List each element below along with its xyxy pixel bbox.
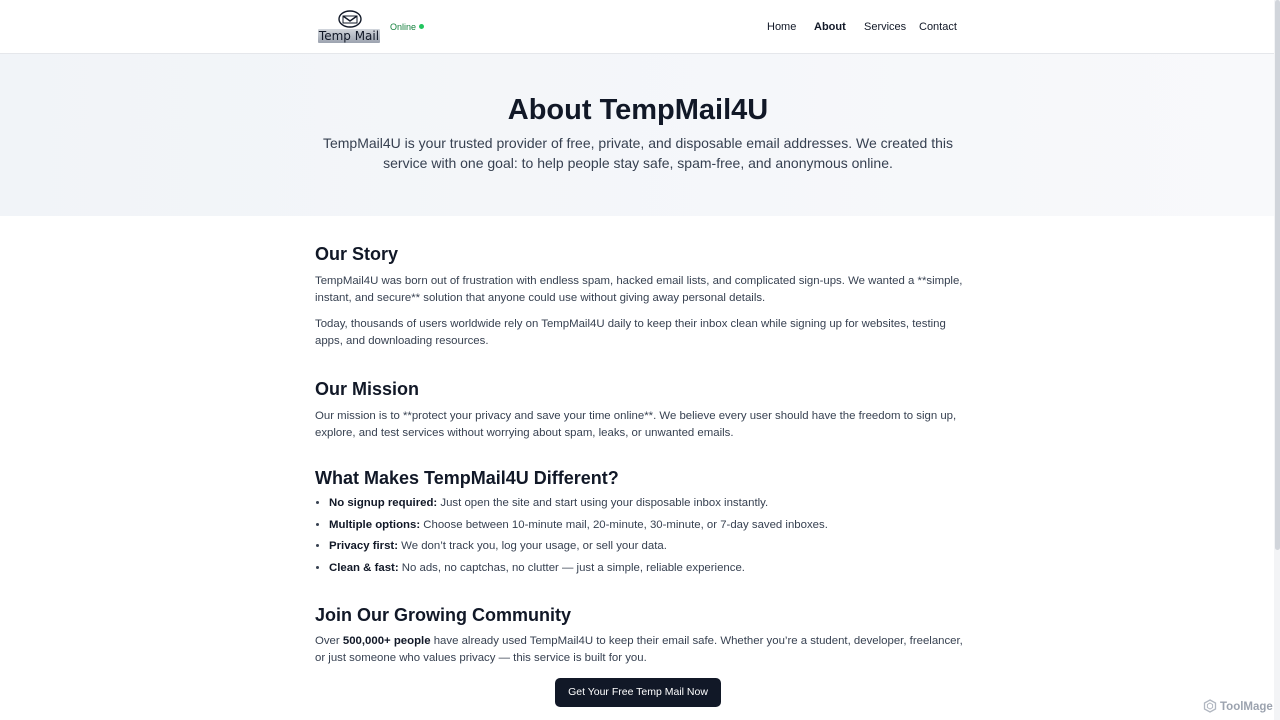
toolmage-logo-icon <box>1203 699 1217 713</box>
story-heading: Our Story <box>315 244 399 264</box>
watermark-text: ToolMage <box>1220 701 1273 713</box>
list-item <box>329 536 965 557</box>
nav-home[interactable]: Home <box>767 21 797 33</box>
list-item <box>329 558 965 579</box>
list-item <box>329 493 965 514</box>
status-label: Online <box>390 22 417 32</box>
feature-label: Privacy first: <box>329 540 399 553</box>
different-heading: What Makes TempMail4U Different? <box>315 468 619 489</box>
feature-text: We don’t track you, log your usage, or sell your data. <box>398 540 667 553</box>
logo-text: Temp Mail <box>318 29 380 43</box>
community-text-post: have already used TempMail4U to keep their email safe. Whether you’re a student, developer, freelancer, or just someone who values privacy — this service is built for you. <box>315 635 963 665</box>
page-scrollbar[interactable] <box>1274 0 1280 720</box>
list-item <box>329 515 965 536</box>
community-heading: Join Our Growing Community <box>315 605 571 626</box>
scrollbar-thumb[interactable] <box>1275 0 1280 550</box>
feature-label: Multiple options: <box>329 518 421 531</box>
nav-contact[interactable]: Contact <box>919 21 957 33</box>
watermark <box>1203 699 1273 715</box>
site-header <box>0 0 1280 54</box>
story-paragraph-1: TempMail4U was born out of frustration with endless spam, hacked email lists, and complicated sign-ups. We wanted a **simple, instant, and secure** solution that anyone could use without giving away personal details. <box>315 275 963 305</box>
mission-paragraph: Our mission is to **protect your privacy and save your time online**. We believe every user should have the freedom to sign up, explore, and test services without worrying about spam, leaks, or unwanted emails. <box>315 409 957 440</box>
nav-about[interactable]: About <box>814 21 846 33</box>
hero-description: TempMail4U is your trusted provider of free, private, and disposable email addresses. We created this service with one goal: to help people stay safe, spam-free, and anonymous online. <box>322 135 954 171</box>
feature-text: Choose between 10-minute mail, 20-minute, 30-minute, or 7-day saved inboxes. <box>420 518 828 531</box>
main-nav <box>0 19 1280 35</box>
hero-section <box>0 54 1280 216</box>
main-content <box>315 240 965 668</box>
mission-heading: Our Mission <box>315 378 420 399</box>
feature-text: Just open the site and start using your disposable inbox instantly. <box>437 497 769 510</box>
community-highlight: 500,000+ people <box>342 635 431 648</box>
feature-label: No signup required: <box>329 497 438 510</box>
community-paragraph <box>315 633 965 668</box>
community-text-pre: Over <box>315 635 343 648</box>
feature-label: Clean & fast: <box>329 561 399 574</box>
feature-text: No ads, no captchas, no clutter — just a simple, reliable experience. <box>398 561 745 574</box>
nav-services[interactable]: Services <box>864 21 907 33</box>
features-list <box>315 493 965 579</box>
story-paragraph-2: Today, thousands of users worldwide rely on TempMail4U daily to keep their inbox clean while signing up for websites, testing apps, and downloading resources. <box>315 317 946 348</box>
get-temp-mail-button[interactable]: Get Your Free Temp Mail Now <box>555 678 721 707</box>
page-title: About TempMail4U <box>507 94 769 126</box>
